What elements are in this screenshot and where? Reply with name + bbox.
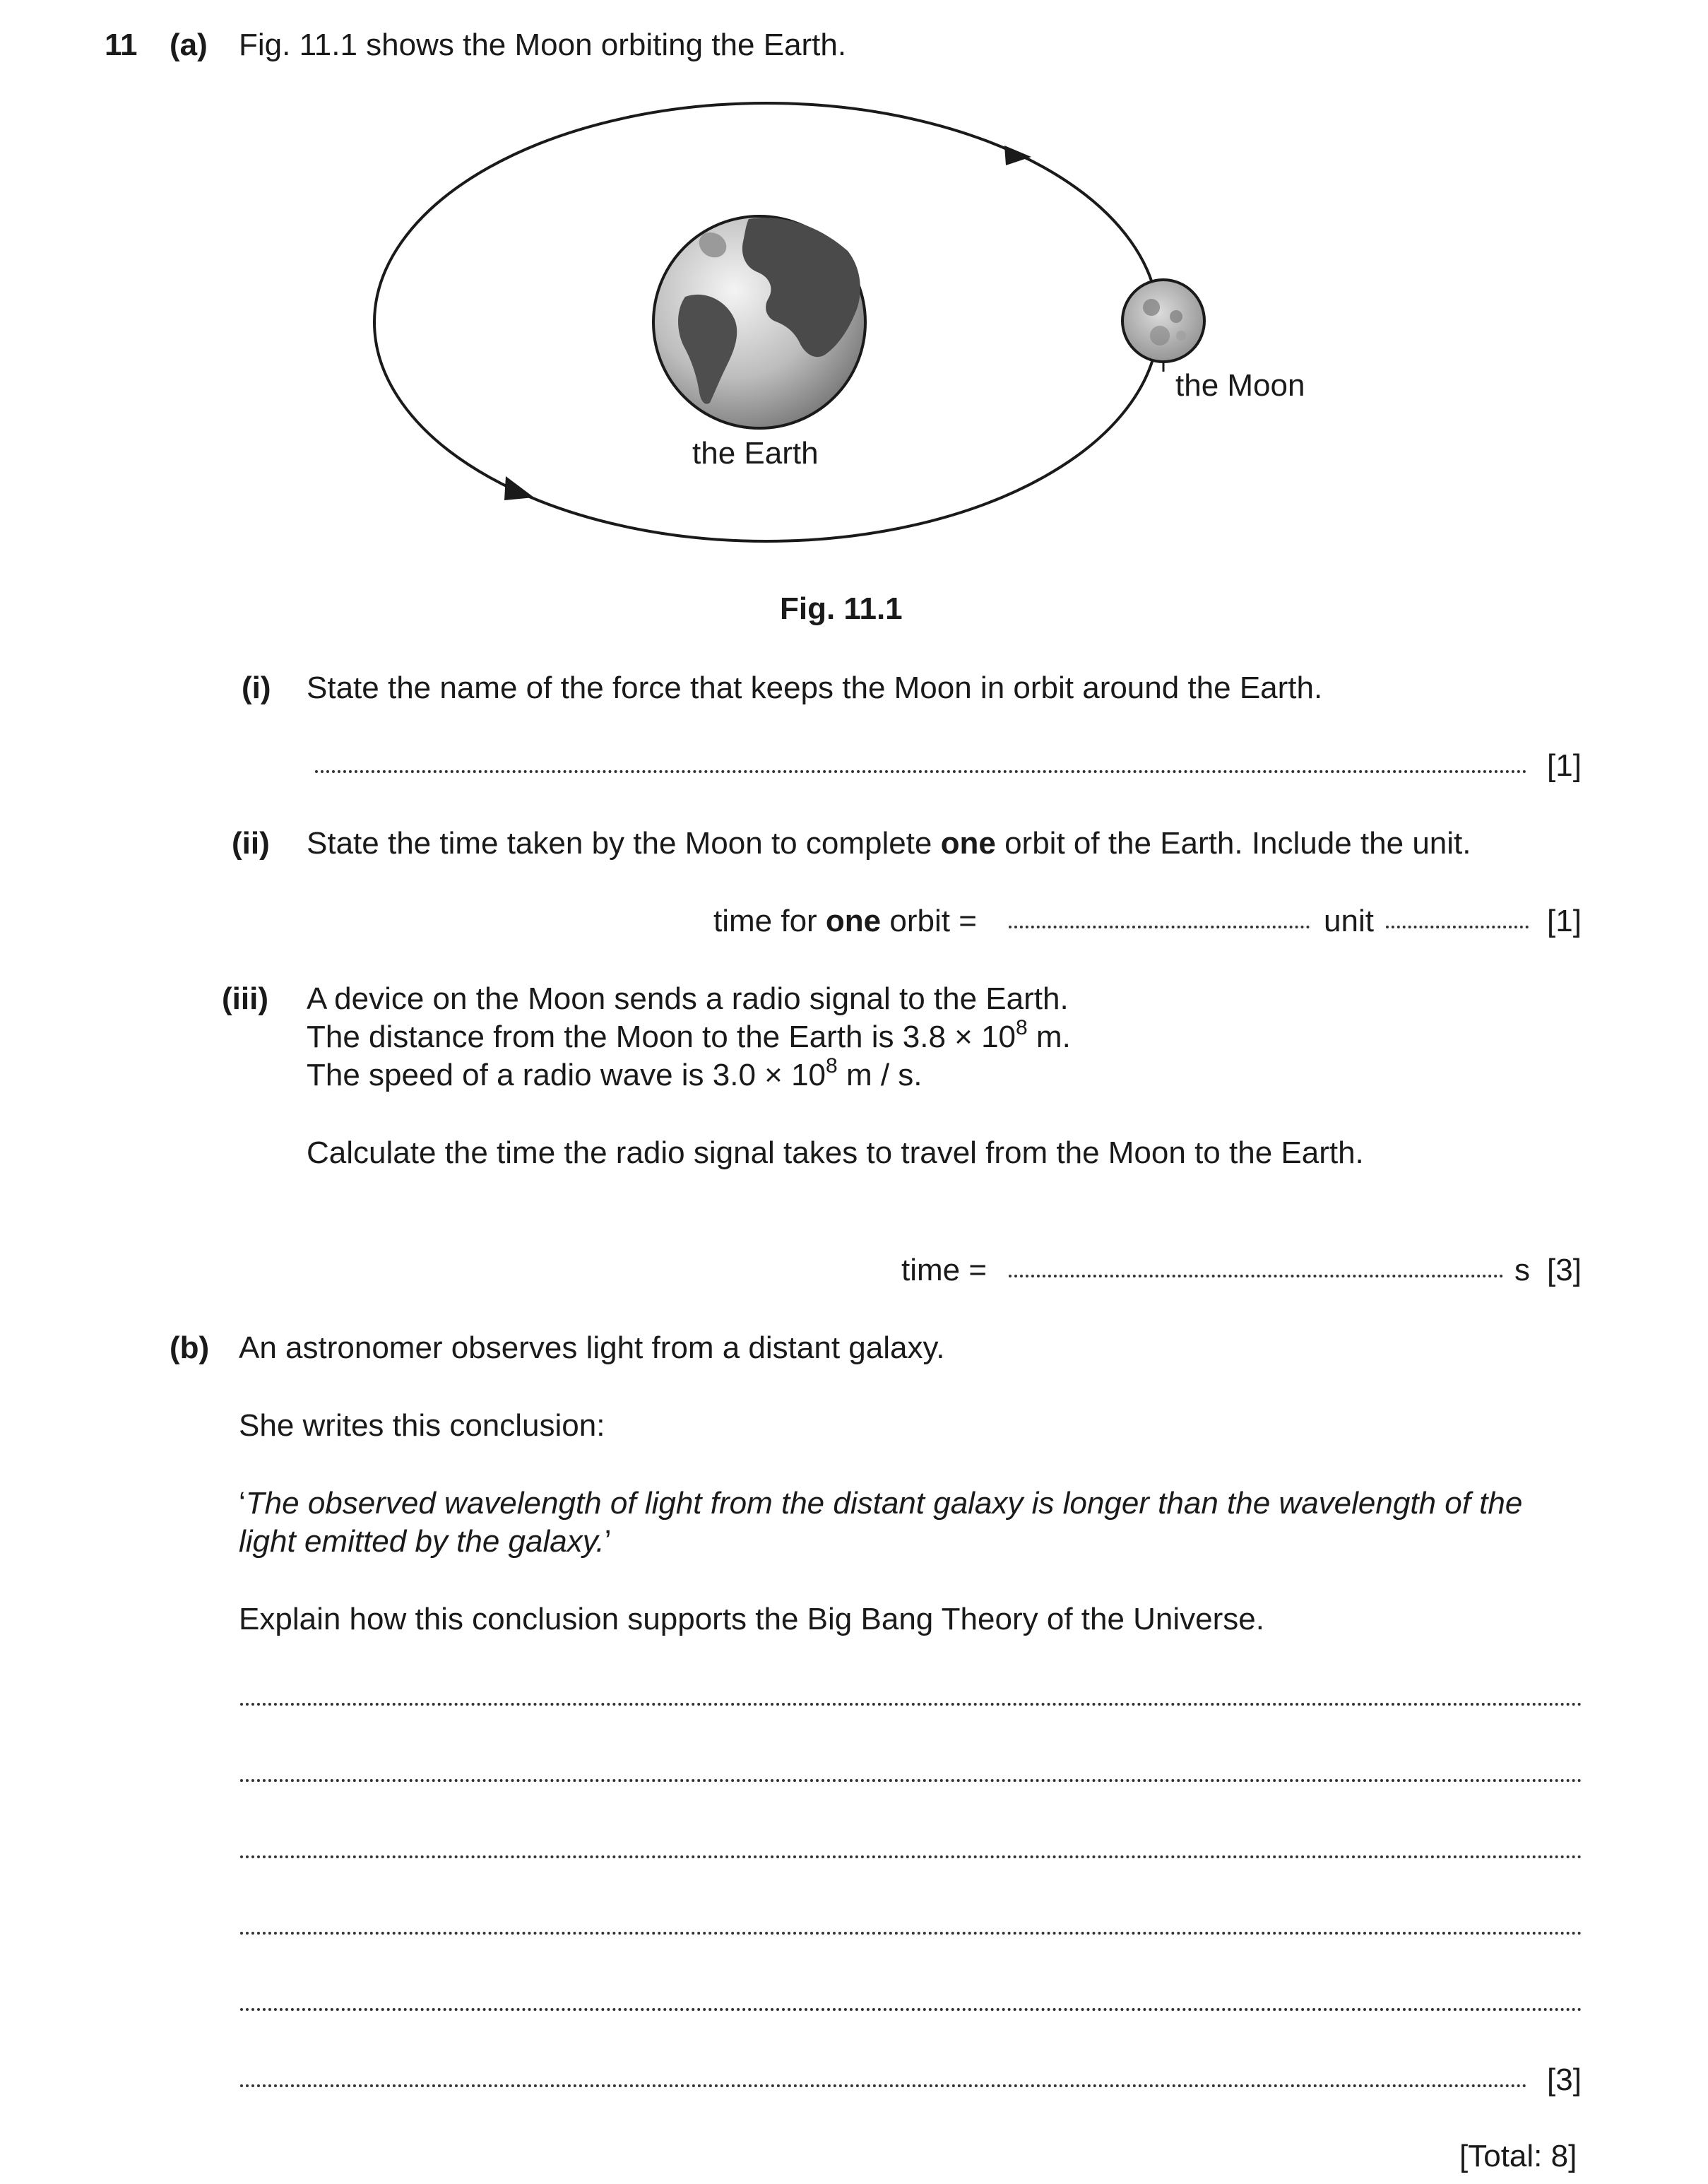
unit-input[interactable]: [1386, 926, 1529, 928]
answer-line-i[interactable]: [315, 770, 1527, 773]
part-i-text: State the name of the force that keeps the Moon in orbit around the Earth.: [307, 671, 1323, 705]
mark-i: [1]: [1547, 748, 1582, 783]
conclusion-quote-line2: light emitted by the galaxy.’: [239, 1524, 612, 1559]
part-ii-label: (ii): [232, 826, 270, 861]
part-b-instruction: Explain how this conclusion supports the Big Bang Theory of the Universe.: [239, 1602, 1264, 1636]
question-number: 11: [105, 28, 138, 62]
part-iii-label: (iii): [222, 981, 268, 1016]
mark-ii: [1]: [1547, 904, 1582, 938]
orbit-arrow-bottom: [504, 476, 534, 500]
mark-iii: [3]: [1547, 1253, 1582, 1287]
figure-caption: Fig. 11.1: [780, 591, 903, 626]
part-iii-line3: The speed of a radio wave is $3.0 \times 10^8$ m / s.: [307, 1054, 923, 1092]
orbit-diagram: [353, 92, 1342, 586]
answer-line-b-5[interactable]: [240, 2008, 1582, 2011]
conclusion-quote-line1: ‘The observed wavelength of light from the distant galaxy is longer than the wavelength of the: [239, 1486, 1523, 1521]
total-marks: [Total: 8]: [1459, 2139, 1577, 2173]
mark-b: [3]: [1547, 2062, 1582, 2097]
time-answer-input[interactable]: [1009, 1275, 1503, 1277]
answer-line-b-6[interactable]: [240, 2084, 1527, 2087]
part-iii-instruction: Calculate the time the radio signal takes to travel from the Moon to the Earth.: [307, 1135, 1364, 1170]
time-answer-label: time =: [901, 1253, 988, 1287]
orbit-arrow-top: [1004, 146, 1031, 165]
moon-icon: [1122, 280, 1204, 362]
part-a-intro: Fig. 11.1 shows the Moon orbiting the Earth.: [239, 28, 847, 62]
part-b-writes: She writes this conclusion:: [239, 1408, 605, 1443]
time-unit: s: [1514, 1253, 1530, 1287]
answer-line-b-4[interactable]: [240, 1932, 1582, 1935]
part-i-label: (i): [242, 671, 271, 705]
answer-line-b-2[interactable]: [240, 1779, 1582, 1782]
earth-label: the Earth: [692, 436, 819, 471]
earth-icon: [653, 216, 865, 428]
part-iii-line1: A device on the Moon sends a radio signal to the Earth.: [307, 981, 1069, 1016]
answer-line-b-1[interactable]: [240, 1703, 1582, 1706]
part-ii-text: State the time taken by the Moon to complete one orbit of the Earth. Include the unit.: [307, 826, 1471, 861]
part-b-label: (b): [170, 1330, 210, 1365]
part-iii-line2: The distance from the Moon to the Earth is $3.8 \times 10^8$ m.: [307, 1016, 1071, 1054]
one-orbit-answer-label: time for one orbit =: [713, 904, 977, 938]
unit-label: unit: [1324, 904, 1374, 938]
orbit-time-input[interactable]: [1009, 926, 1310, 928]
part-a-label: (a): [170, 28, 208, 62]
part-b-text: An astronomer observes light from a distant galaxy.: [239, 1330, 945, 1365]
moon-label: the Moon: [1175, 368, 1305, 403]
answer-line-b-3[interactable]: [240, 1855, 1582, 1858]
